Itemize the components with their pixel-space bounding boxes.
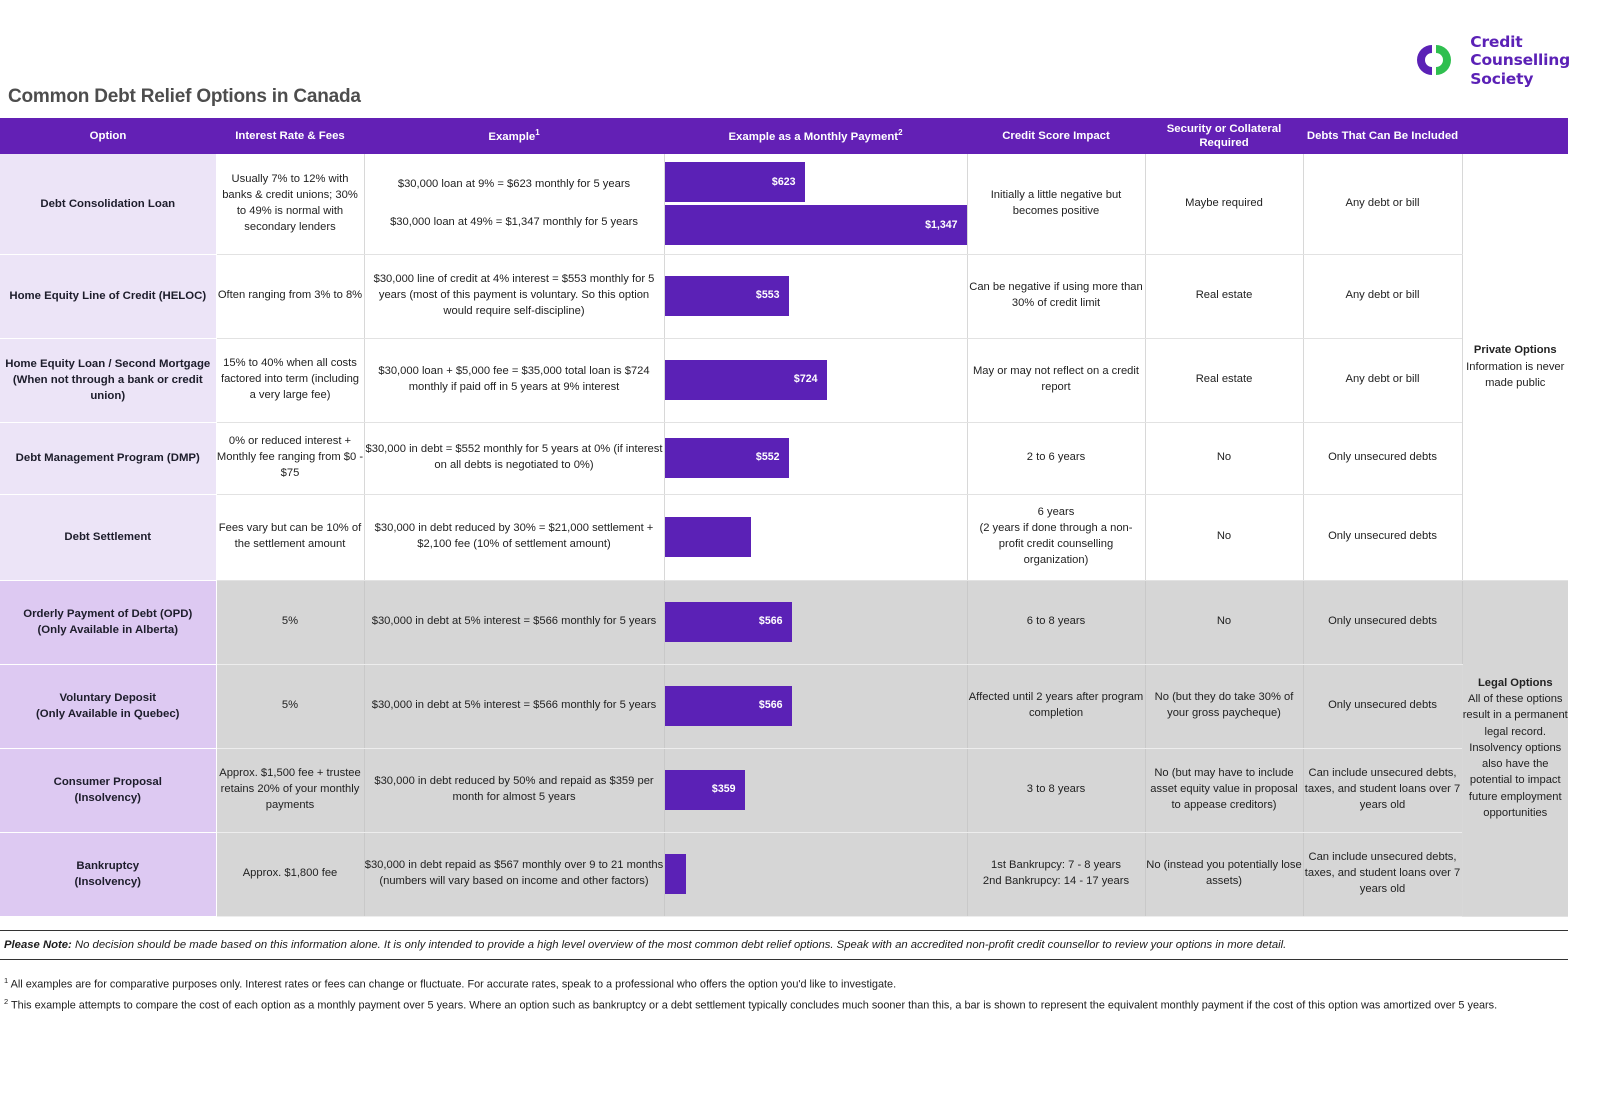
column-header-group	[1462, 118, 1568, 154]
table-row	[0, 832, 1568, 916]
cell-example	[364, 580, 664, 664]
cell-security-collateral: No	[1145, 580, 1303, 664]
bar	[665, 517, 751, 557]
group-description: All of these options result in a permanent legal record. Insolvency options also have the potential to impact future employment opportunities	[1462, 693, 1568, 819]
option-name: Home Equity Loan / Second Mortgage	[5, 357, 211, 370]
cell-option	[0, 832, 216, 916]
example-text: $30,000 in debt = $552 monthly for 5 years at 0% (if interest on all debts is negotiated to 0%)	[365, 443, 663, 471]
credit-score-line: profit credit counselling	[998, 538, 1114, 550]
cell-example	[364, 748, 664, 832]
cell-monthly-payment-bars	[664, 422, 967, 494]
table-row	[0, 494, 1568, 580]
debt-relief-options-table	[0, 118, 1568, 917]
cell-option	[0, 664, 216, 748]
bar	[665, 162, 805, 202]
column-header-interest-rate-fees: Interest Rate & Fees	[216, 118, 364, 154]
credit-score-line: organization)	[1023, 553, 1089, 566]
option-name: Orderly Payment of Debt (OPD)	[23, 607, 193, 620]
cell-example	[364, 338, 664, 422]
option-name: Home Equity Line of Credit (HELOC)	[9, 289, 207, 302]
example-text: $30,000 loan + $5,000 fee = $35,000 total loan is $724 monthly if paid off in 5 years at 9% interest	[378, 365, 650, 393]
cell-debts-included: Any debt or bill	[1303, 254, 1462, 338]
cell-monthly-payment-bars	[664, 494, 967, 580]
cell-option	[0, 580, 216, 664]
option-name: Consumer Proposal	[53, 775, 162, 788]
cell-interest-rate-fees: Fees vary but can be 10% of the settlement amount	[216, 494, 364, 580]
cell-monthly-payment-bars	[664, 154, 967, 254]
cell-option	[0, 494, 216, 580]
cell-security-collateral: No (but may have to include asset equity value in proposal to appease creditors)	[1145, 748, 1303, 832]
bar-value-label: $359	[711, 783, 736, 796]
brand-name	[1470, 33, 1570, 88]
bar-value-label: $553	[755, 289, 780, 302]
cell-credit-score-impact: Can be negative if using more than 30% of credit limit	[967, 254, 1145, 338]
please-note-body: No decision should be made based on this information alone. It is only intended to provide a high level overview of the most common debt relief options. Speak with an accredited non-profit credit counsellor to review your options in more detail.	[74, 939, 1287, 951]
bar-value-label: $566	[758, 699, 783, 712]
cell-credit-score-impact: 2 to 6 years	[967, 422, 1145, 494]
please-note-band	[0, 930, 1568, 960]
example-text: $30,000 line of credit at 4% interest = $553 monthly for 5 years (most of this payment is voluntary. So this option would require self-discipline)	[373, 273, 655, 317]
brand-logo	[1408, 33, 1570, 88]
cell-interest-rate-fees: Approx. $1,800 fee	[216, 832, 364, 916]
option-subtitle: (Only Available in Alberta)	[37, 624, 178, 636]
cell-monthly-payment-bars	[664, 338, 967, 422]
brand-name-line3: Society	[1470, 69, 1534, 88]
table-row	[0, 580, 1568, 664]
footnote-1	[4, 975, 1584, 994]
group-title: Private Options	[1473, 344, 1557, 357]
cell-security-collateral: Maybe required	[1145, 154, 1303, 254]
bar-chart	[665, 438, 967, 478]
example-text: $30,000 loan at 9% = $623 monthly for 5 years	[397, 177, 631, 190]
column-header-credit-score-impact: Credit Score Impact	[967, 118, 1145, 154]
bar-chart	[665, 276, 967, 316]
credit-counselling-society-logo-icon	[1408, 36, 1460, 84]
bar	[665, 276, 789, 316]
table-row	[0, 154, 1568, 254]
cell-credit-score-impact	[967, 832, 1145, 916]
bar-chart	[665, 686, 967, 726]
table-row	[0, 664, 1568, 748]
please-note-label: Please Note:	[4, 939, 72, 951]
footnotes	[4, 975, 1584, 1016]
bar	[665, 360, 827, 400]
bar-value-label: $724	[793, 373, 818, 386]
cell-example	[364, 254, 664, 338]
cell-group-legal	[1462, 580, 1568, 916]
cell-security-collateral: No	[1145, 494, 1303, 580]
bar-chart	[665, 517, 967, 557]
cell-monthly-payment-bars	[664, 254, 967, 338]
example-text: $30,000 loan at 49% = $1,347 monthly for 5 years	[390, 215, 638, 228]
option-name: Debt Management Program (DMP)	[15, 451, 200, 464]
option-name: Voluntary Deposit	[59, 691, 157, 704]
cell-security-collateral: Real estate	[1145, 254, 1303, 338]
footnote-2-text: This example attempts to compare the cost of each option as a monthly payment over 5 years. Where an option such as bankruptcy or a debt settlement typically concludes much sooner than this, a bar is shown to represent the equivalent monthly payment if the cost of this option was amortized over 5 years.	[11, 999, 1498, 1012]
cell-option	[0, 254, 216, 338]
bar-value-label: $623	[771, 175, 796, 188]
bar	[665, 854, 686, 894]
bar-chart	[665, 602, 967, 642]
cell-interest-rate-fees: 5%	[216, 580, 364, 664]
option-subtitle: (Insolvency)	[74, 876, 141, 888]
bar	[665, 205, 967, 245]
cell-example	[364, 832, 664, 916]
cell-example	[364, 664, 664, 748]
cell-debts-included: Only unsecured debts	[1303, 422, 1462, 494]
bar-chart	[665, 770, 967, 810]
cell-interest-rate-fees: Usually 7% to 12% with banks & credit unions; 30% to 49% is normal with secondary lenders	[216, 154, 364, 254]
footnote-2-marker: 2	[4, 996, 9, 1006]
cell-interest-rate-fees: 0% or reduced interest + Monthly fee ranging from $0 - $75	[216, 422, 364, 494]
cell-example	[364, 494, 664, 580]
option-subtitle: (When not through a bank or credit union)	[12, 373, 203, 403]
please-note-text	[0, 939, 1286, 951]
cell-credit-score-impact: Affected until 2 years after program completion	[967, 664, 1145, 748]
bar-value-label: $552	[755, 451, 780, 464]
cell-debts-included: Only unsecured debts	[1303, 494, 1462, 580]
cell-security-collateral: No (but they do take 30% of your gross paycheque)	[1145, 664, 1303, 748]
cell-debts-included: Only unsecured debts	[1303, 664, 1462, 748]
cell-monthly-payment-bars	[664, 664, 967, 748]
cell-debts-included: Can include unsecured debts, taxes, and student loans over 7 years old	[1303, 748, 1462, 832]
example-text: $30,000 in debt at 5% interest = $566 monthly for 5 years	[371, 615, 657, 628]
footnote-1-text: All examples are for comparative purposes only. Interest rates or fees can change or fluctuate. For accurate rates, speak to a professional who offers the option you'd like to investigate.	[10, 978, 897, 991]
bar-value-label: $566	[758, 615, 783, 628]
example-text: $30,000 in debt repaid as $567 monthly over 9 to 21 months (numbers will vary based on income and other factors)	[364, 859, 664, 887]
option-name: Debt Consolidation Loan	[40, 197, 176, 210]
credit-score-line: (2 years if done through a non-	[979, 522, 1133, 535]
bar	[665, 438, 789, 478]
cell-security-collateral: Real estate	[1145, 338, 1303, 422]
table-row	[0, 748, 1568, 832]
group-title: Legal Options	[1477, 676, 1553, 689]
cell-example	[364, 154, 664, 254]
column-header-debts-included: Debts That Can Be Included	[1303, 118, 1462, 154]
cell-option	[0, 154, 216, 254]
cell-monthly-payment-bars	[664, 832, 967, 916]
bar-value-label: $1,347	[925, 218, 958, 231]
cell-example	[364, 422, 664, 494]
table-body	[0, 154, 1568, 916]
column-header-option: Option	[0, 118, 216, 154]
bar-chart	[665, 854, 967, 894]
option-subtitle: (Insolvency)	[74, 792, 141, 804]
cell-interest-rate-fees: Approx. $1,500 fee + trustee retains 20% of your monthly payments	[216, 748, 364, 832]
cell-credit-score-impact	[967, 494, 1145, 580]
credit-score-line: 6 years	[1037, 506, 1075, 519]
cell-monthly-payment-bars	[664, 580, 967, 664]
column-header-example-label: Example	[488, 130, 536, 143]
cell-debts-included: Any debt or bill	[1303, 338, 1462, 422]
cell-interest-rate-fees: 15% to 40% when all costs factored into term (including a very large fee)	[216, 338, 364, 422]
example-text: $30,000 in debt reduced by 50% and repaid as $359 per month for almost 5 years	[374, 775, 654, 803]
footnote-1-marker: 1	[4, 976, 9, 985]
cell-option	[0, 338, 216, 422]
bar	[665, 686, 792, 726]
option-name: Debt Settlement	[64, 530, 152, 543]
option-subtitle: (Only Available in Quebec)	[36, 708, 180, 720]
cell-debts-included: Any debt or bill	[1303, 154, 1462, 254]
cell-option	[0, 748, 216, 832]
column-header-example-superscript: 1	[535, 127, 540, 137]
bar	[665, 602, 792, 642]
table-header-row	[0, 118, 1568, 154]
table-row	[0, 254, 1568, 338]
column-header-example	[364, 118, 664, 154]
cell-interest-rate-fees: 5%	[216, 664, 364, 748]
column-header-monthly-payment-superscript: 2	[898, 127, 903, 137]
bar	[665, 770, 745, 810]
page-title: Common Debt Relief Options in Canada	[8, 86, 361, 107]
example-text: $30,000 in debt reduced by 30% = $21,000 settlement + $2,100 fee (10% of settlement amount)	[374, 522, 654, 550]
brand-name-line2: Counselling	[1470, 51, 1570, 70]
example-text: $30,000 in debt at 5% interest = $566 monthly for 5 years	[371, 699, 657, 712]
column-header-monthly-payment-label: Example as a Monthly Payment	[728, 130, 899, 143]
bar-chart	[665, 360, 967, 400]
cell-credit-score-impact: 6 to 8 years	[967, 580, 1145, 664]
cell-credit-score-impact: May or may not reflect on a credit report	[967, 338, 1145, 422]
group-description: Information is never made public	[1466, 360, 1565, 389]
footnote-2	[4, 996, 1584, 1015]
credit-score-line: 1st Bankrupcy: 7 - 8 years	[991, 859, 1121, 872]
cell-credit-score-impact: Initially a little negative but becomes positive	[967, 154, 1145, 254]
column-header-security-collateral: Security or Collateral Required	[1145, 118, 1303, 154]
cell-interest-rate-fees: Often ranging from 3% to 8%	[216, 254, 364, 338]
cell-credit-score-impact: 3 to 8 years	[967, 748, 1145, 832]
credit-score-line: 2nd Bankrupcy: 14 - 17 years	[982, 875, 1130, 887]
cell-debts-included: Only unsecured debts	[1303, 580, 1462, 664]
cell-monthly-payment-bars	[664, 748, 967, 832]
option-name: Bankruptcy	[76, 859, 140, 872]
table-row	[0, 338, 1568, 422]
cell-group-private	[1462, 154, 1568, 580]
cell-security-collateral: No (instead you potentially lose assets)	[1145, 832, 1303, 916]
brand-name-line1: Credit	[1470, 33, 1523, 51]
cell-debts-included: Can include unsecured debts, taxes, and student loans over 7 years old	[1303, 832, 1462, 916]
cell-security-collateral: No	[1145, 422, 1303, 494]
cell-option	[0, 422, 216, 494]
table-row	[0, 422, 1568, 494]
bar-chart	[665, 162, 967, 245]
column-header-monthly-payment	[664, 118, 967, 154]
